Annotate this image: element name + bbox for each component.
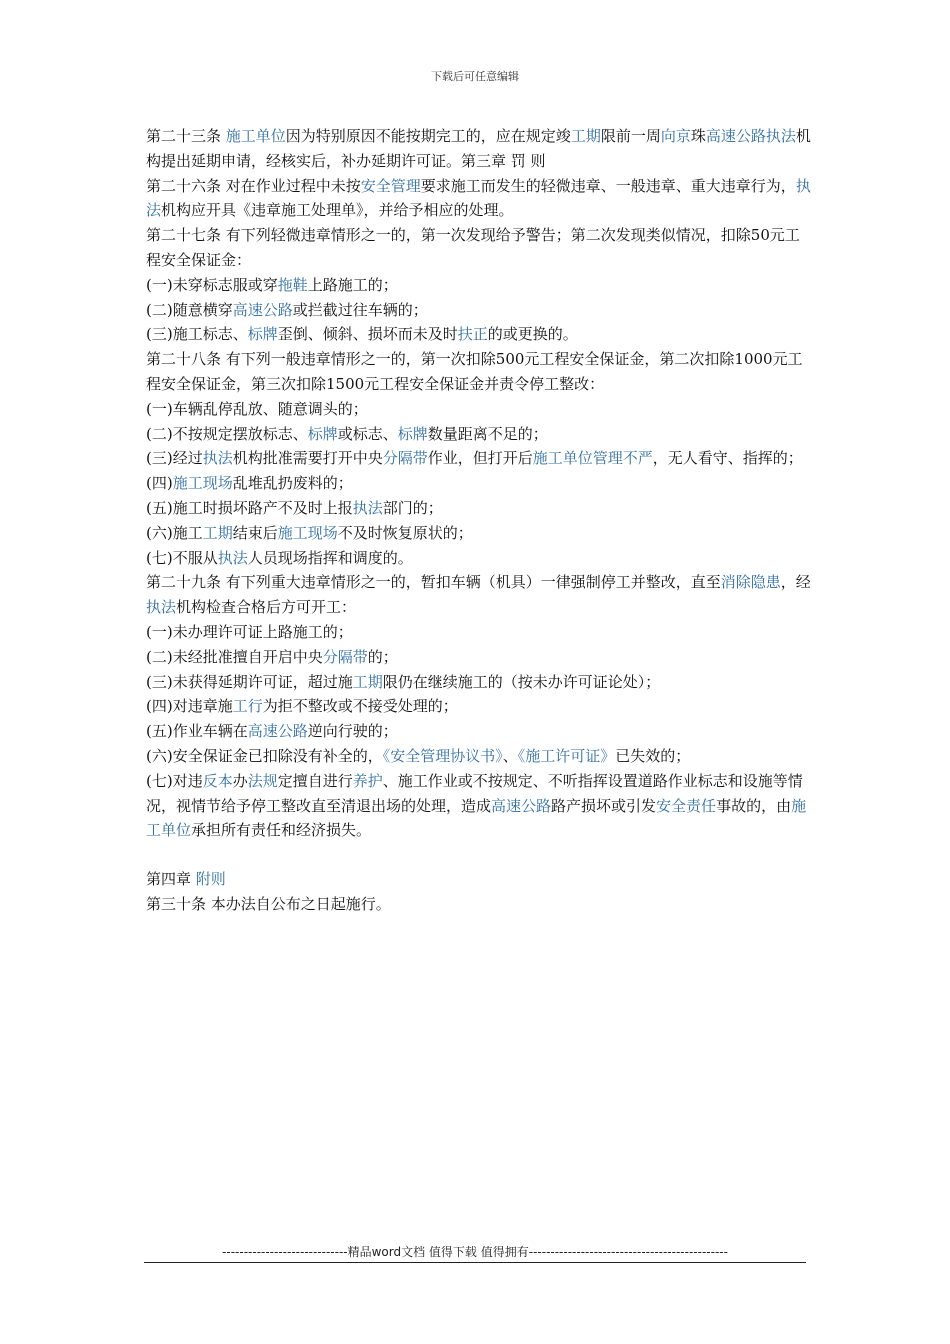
paragraph	[146, 124, 811, 174]
paragraph	[146, 422, 811, 447]
keyword-link[interactable]: 反本	[202, 771, 233, 790]
keyword-link[interactable]: 安全管理	[360, 176, 421, 195]
text-run: (四)	[146, 474, 173, 493]
text-run: 、	[502, 746, 518, 765]
keyword-link[interactable]: 高速公路	[247, 722, 308, 741]
text-run: 数量距离不足的；	[427, 424, 548, 443]
keyword-link[interactable]: 工期	[352, 672, 383, 691]
paragraph	[146, 769, 811, 843]
text-run: (二)不按规定摆放标志、	[146, 424, 308, 443]
text-run: 的或更换的。	[487, 325, 578, 344]
keyword-link[interactable]: 执法	[146, 598, 177, 617]
paragraph	[146, 719, 811, 744]
text-run: (二)未经批准擅自开启中央	[146, 647, 323, 666]
keyword-link[interactable]: 施工现场	[172, 474, 233, 493]
keyword-link[interactable]: 施工单位管理不严	[532, 449, 653, 468]
text-run: (四)对违章施	[146, 697, 233, 716]
keyword-link[interactable]: 施工单位	[225, 127, 286, 145]
text-run: (一)未穿标志服或穿	[146, 275, 278, 294]
article-30: 第三十条 本办法自公布之日起施行。	[146, 894, 391, 913]
text-run: 珠	[690, 127, 706, 145]
text-run: 机构批准需要打开中央	[232, 449, 383, 468]
text-run: (二)随意横穿	[146, 300, 233, 319]
paragraph	[146, 347, 811, 397]
paragraph	[146, 496, 811, 521]
keyword-link[interactable]: 高速公路	[491, 796, 552, 815]
text-run: 逆向行驶的；	[307, 722, 398, 741]
text-run: 人员现场指挥和调度的。	[247, 548, 413, 567]
paragraph	[146, 570, 811, 620]
paragraph	[146, 546, 811, 571]
text-run: (七)对违	[146, 771, 203, 790]
page-footer: -----------------------------精品word文档 值得下载 值得拥有----------------------------------------------	[222, 1245, 728, 1259]
chapter-title-link[interactable]: 附则	[195, 870, 226, 889]
text-run: 乱堆乱扔废料的；	[232, 474, 353, 493]
text-run: (七)不服从	[146, 548, 218, 567]
keyword-link[interactable]: 《施工许可证》	[517, 746, 616, 765]
keyword-link[interactable]: 分隔带	[382, 449, 428, 468]
text-run: 歪倒、倾斜、损坏而未及时	[277, 325, 458, 344]
keyword-link[interactable]: 扶正	[457, 325, 488, 344]
text-run: 机构检查合格后方可开工：	[176, 598, 357, 617]
text-run: 上路施工的；	[307, 275, 398, 294]
keyword-link[interactable]: 执法	[146, 176, 811, 220]
keyword-link[interactable]: 消除隐患	[720, 573, 781, 592]
text-run: 已失效的；	[615, 746, 691, 765]
text-run: 不及时恢复原状的；	[337, 523, 473, 542]
text-run: 承担所有责任和经济损失。	[191, 821, 372, 840]
text-run: 定擅自进行	[277, 771, 353, 790]
text-run: 机构提出延期申请，经核实后，补办延期许可证。第三章 罚 则	[146, 127, 811, 170]
text-run: 或标志、	[337, 424, 398, 443]
keyword-link[interactable]: 标牌	[397, 424, 428, 443]
text-run: 、施工作业或不按规定、不听指挥设置道路作业标志和设施等情况，视情节给予停工整改直至清退出场的处理，造成	[146, 771, 803, 815]
keyword-link[interactable]: 《安全管理协议书》	[382, 746, 503, 765]
paragraph	[146, 273, 811, 298]
text-run: 为拒不整改或不接受处理的；	[262, 697, 458, 716]
keyword-link[interactable]: 标牌	[307, 424, 338, 443]
paragraph	[146, 744, 811, 769]
keyword-link[interactable]: 养护	[352, 771, 383, 790]
keyword-link[interactable]: 向京	[660, 127, 691, 145]
paragraph	[146, 298, 811, 323]
paragraph	[146, 397, 811, 422]
paragraph	[146, 322, 811, 347]
keyword-link[interactable]: 分隔带	[322, 647, 368, 666]
text-run: 要求施工而发生的轻微违章、一般违章、重大违章行为，	[420, 176, 796, 195]
text-run: 部门的；	[382, 498, 443, 517]
text-run: 机构应开具《违章施工处理单》，并给予相应的处理。	[161, 201, 514, 220]
paragraph	[146, 620, 811, 645]
text-run: (五)施工时损坏路产不及时上报	[146, 498, 353, 517]
text-run: (六)安全保证金已扣除没有补全的，	[146, 746, 383, 765]
page-header: 下载后可任意编辑	[431, 70, 519, 83]
article-list	[146, 124, 811, 843]
text-run: 结束后	[232, 523, 278, 542]
text-run: 因为特别原因不能按期完工的，应在规定竣	[285, 127, 571, 145]
chapter-prefix: 第四章	[146, 870, 196, 889]
text-run: (三)未获得延期许可证，超过施	[146, 672, 353, 691]
chapter-heading	[146, 867, 811, 892]
paragraph	[146, 446, 811, 471]
keyword-link[interactable]: 拖鞋	[277, 275, 308, 294]
footer-rule	[144, 1262, 806, 1263]
keyword-link[interactable]: 安全责任	[656, 796, 717, 815]
keyword-link[interactable]: 工行	[232, 697, 263, 716]
text-run: ，无人看守、指挥的；	[652, 449, 803, 468]
spacer	[146, 843, 811, 867]
keyword-link[interactable]: 标牌	[247, 325, 278, 344]
text-run: (一)车辆乱停乱放、随意调头的；	[146, 399, 368, 418]
keyword-link[interactable]: 高速公路执法	[705, 127, 796, 145]
text-run: 办	[232, 771, 248, 790]
text-run: ，经	[780, 573, 811, 592]
text-run: (六)施工	[146, 523, 203, 542]
text-run: 第二十八条 有下列一般违章情形之一的，第一次扣除500元工程安全保证金，第二次扣除1000元工程安全保证金，第三次扣除1500元工程安全保证金并责令停工整改：	[146, 350, 803, 393]
text-run: 作业，但打开后	[427, 449, 533, 468]
text-run: 限仍在继续施工的（按未办许可证论处）；	[382, 672, 661, 691]
text-run: 事故的，由	[716, 796, 792, 815]
keyword-link[interactable]: 执法	[202, 449, 233, 468]
paragraph	[146, 694, 811, 719]
keyword-link[interactable]: 法规	[247, 771, 278, 790]
paragraph	[146, 670, 811, 695]
keyword-link[interactable]: 施工现场	[277, 523, 338, 542]
paragraph	[146, 223, 811, 273]
text-run: (三)施工标志、	[146, 325, 248, 344]
keyword-link[interactable]: 高速公路	[232, 300, 293, 319]
text-run: 或拦截过往车辆的；	[292, 300, 428, 319]
paragraph	[146, 521, 811, 546]
keyword-link[interactable]: 施工单位	[146, 796, 807, 840]
keyword-link[interactable]: 执法	[352, 498, 383, 517]
text-run: 第二十六条 对在作业过程中未按	[146, 176, 361, 195]
text-run: 路产损坏或引发	[551, 796, 657, 815]
text-run: 的；	[367, 647, 398, 666]
paragraph	[146, 471, 811, 496]
keyword-link[interactable]: 执法	[217, 548, 248, 567]
paragraph	[146, 174, 811, 224]
text-run: 第二十七条 有下列轻微违章情形之一的，第一次发现给予警告；第二次发现类似情况，扣除50元工程安全保证金：	[146, 226, 800, 269]
text-run: 限前一周	[600, 127, 661, 145]
document-body	[146, 124, 811, 917]
keyword-link[interactable]: 工期	[570, 127, 601, 145]
paragraph	[146, 645, 811, 670]
text-run: (一)未办理许可证上路施工的；	[146, 622, 353, 641]
text-run: (三)经过	[146, 449, 203, 468]
keyword-link[interactable]: 工期	[202, 523, 233, 542]
text-run: (五)作业车辆在	[146, 722, 248, 741]
text-run: 第二十九条 有下列重大违章情形之一的，暂扣车辆（机具）一律强制停工并整改，直至	[146, 573, 721, 592]
text-run: 第二十三条	[146, 127, 226, 145]
